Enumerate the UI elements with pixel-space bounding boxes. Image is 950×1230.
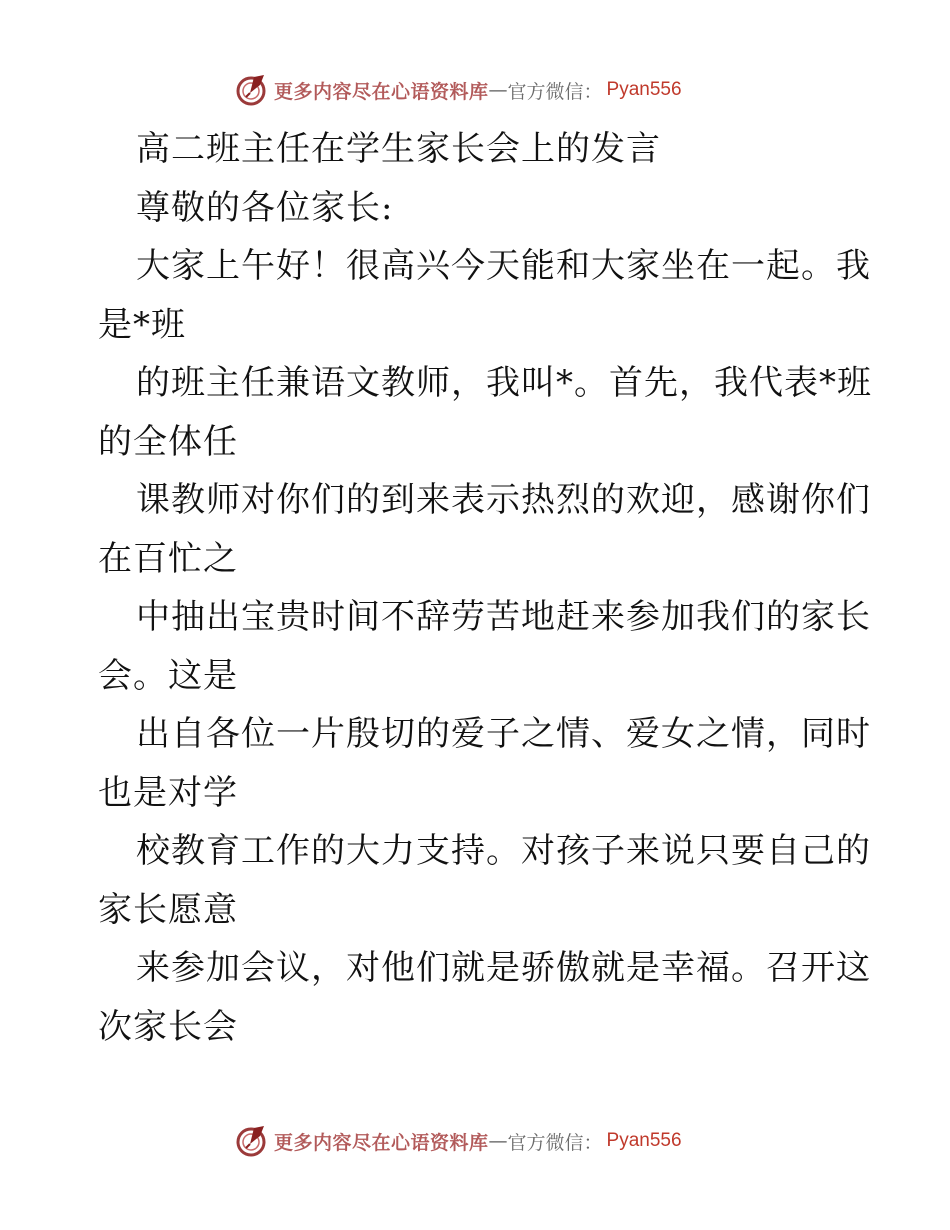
- paragraph-line: 在百忙之: [98, 538, 238, 579]
- paragraph-line: 家长愿意: [98, 889, 238, 930]
- banner-wechat-id: Pyan556: [606, 79, 682, 100]
- paragraph-line: 次家长会: [98, 1006, 238, 1047]
- paragraph-line: 大家上午好！很高兴今天能和大家坐在一起。我: [136, 246, 871, 286]
- salutation: 尊敬的各位家长:: [136, 187, 394, 228]
- pen-logo-icon: [234, 1124, 268, 1158]
- pen-logo-icon: [234, 73, 268, 107]
- banner-dash: —: [488, 1130, 508, 1152]
- banner-wechat-id: Pyan556: [606, 1130, 682, 1151]
- paragraph-line: 是*班: [98, 304, 186, 345]
- banner-text: 更多内容尽在心语资料库: [274, 1131, 489, 1154]
- paragraph-line: 校教育工作的大力支持。对孩子来说只要自己的: [136, 831, 871, 871]
- paragraph-line: 来参加会议，对他们就是骄傲就是幸福。召开这: [136, 948, 871, 988]
- paragraph-line: 的班主任兼语文教师，我叫*。首先，我代表*班: [136, 363, 872, 403]
- paragraph-line: 出自各位一片殷切的爱子之情、爱女之情，同时: [136, 714, 871, 754]
- paragraph-line: 课教师对你们的到来表示热烈的欢迎，感谢你们: [136, 480, 871, 520]
- banner-wechat-label: 官方微信：: [507, 80, 603, 103]
- footer-watermark-banner: [234, 1123, 682, 1159]
- paragraph-line: 的全体任: [98, 421, 238, 462]
- banner-wechat-label: 官方微信：: [507, 1131, 603, 1154]
- paragraph-line: 中抽出宝贵时间不辞劳苦地赶来参加我们的家长: [136, 597, 871, 637]
- paragraph-line: 会。这是: [98, 655, 238, 696]
- header-watermark-banner: [234, 72, 682, 108]
- document-title: 高二班主任在学生家长会上的发言: [136, 129, 661, 169]
- document-body: [98, 120, 872, 1056]
- banner-text: 更多内容尽在心语资料库: [274, 80, 489, 103]
- banner-dash: —: [488, 79, 508, 101]
- paragraph-line: 也是对学: [98, 772, 238, 813]
